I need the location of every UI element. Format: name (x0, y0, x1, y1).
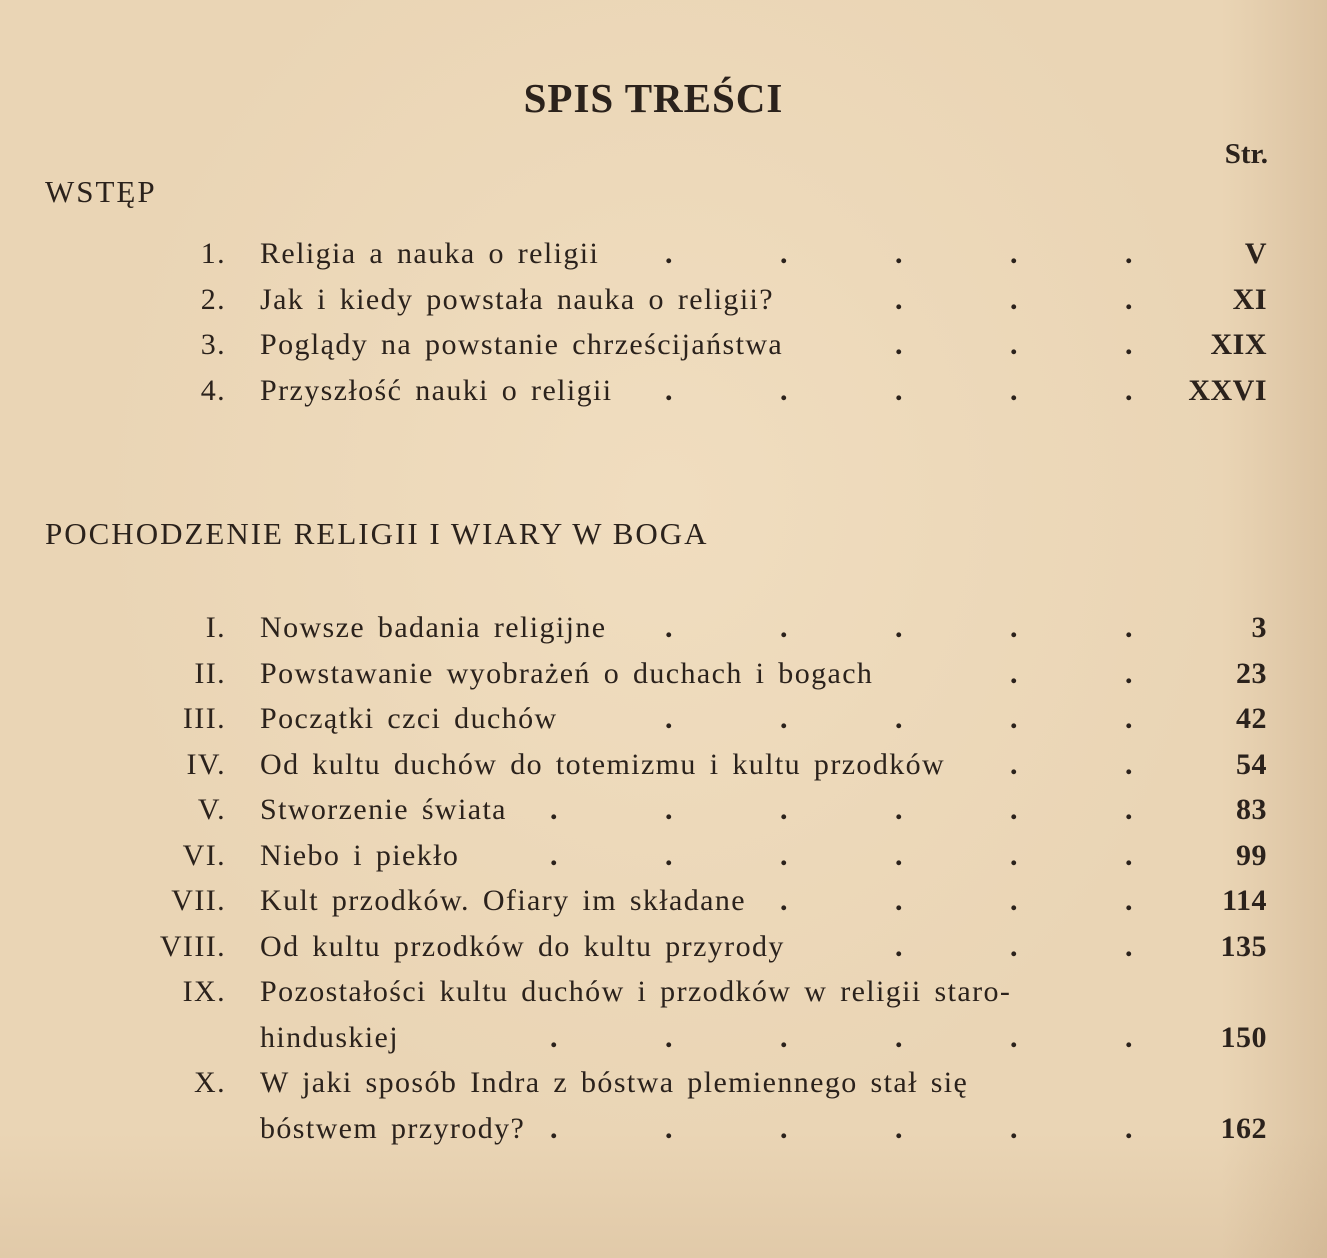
toc-entry-title: W jaki sposób Indra z bóstwa plemiennego stał się (260, 1066, 969, 1099)
toc-entry-page: 54 (1236, 747, 1267, 781)
toc-entry (0, 789, 1327, 835)
leader-dot: . (1125, 656, 1134, 690)
toc-entry-title: Przyszłość nauki o religii (260, 373, 613, 407)
leader-dot: . (1010, 328, 1019, 361)
leader-dot: . (1125, 373, 1134, 407)
toc-entry-page: V (1244, 237, 1267, 270)
toc-entry-line (0, 1108, 1327, 1154)
toc-entry-title: Stworzenie świata (260, 793, 507, 826)
toc-entry-number: 2. (200, 282, 226, 316)
toc-entry (0, 233, 1327, 279)
leader-dot: . (895, 702, 904, 735)
toc-entry-number: II. (194, 656, 226, 690)
toc-entry-page: 83 (1236, 793, 1267, 826)
dot-leader (0, 1021, 1327, 1059)
toc-entry-number: 1. (200, 237, 226, 270)
toc-entry-line (0, 698, 1327, 744)
leader-dot: . (665, 1020, 674, 1054)
toc-entry (0, 653, 1327, 699)
leader-dot: . (1010, 656, 1019, 690)
leader-dot: . (895, 1111, 904, 1145)
leader-dot: . (895, 793, 904, 826)
toc-entry-page: 162 (1220, 1111, 1267, 1145)
toc-entry-number: 4. (200, 373, 226, 407)
leader-dot: . (1010, 1020, 1019, 1054)
leader-dot: . (780, 373, 789, 407)
toc-entry-title: Poglądy na powstanie chrześcijaństwa (260, 328, 784, 361)
leader-dot: . (550, 1020, 559, 1054)
toc-entry-title: Kult przodków. Ofiary im składane (260, 884, 746, 917)
toc-entry-number: IV. (186, 747, 226, 781)
section-heading-pochodzenie: POCHODZENIE RELIGII I WIARY W BOGA (45, 516, 709, 551)
toc-entry (0, 926, 1327, 972)
leader-dot: . (780, 702, 789, 735)
leader-dot: . (1010, 702, 1019, 735)
leader-dot: . (665, 793, 674, 826)
leader-dot: . (780, 1111, 789, 1145)
dot-leader (0, 748, 1327, 786)
toc-entry (0, 971, 1327, 1062)
toc-entry-page: 3 (1251, 611, 1267, 644)
toc-entry-line (0, 607, 1327, 653)
toc-entry-number: I. (205, 611, 226, 644)
leader-dot: . (895, 328, 904, 361)
dot-leader (0, 237, 1327, 275)
toc-entry-line (0, 835, 1327, 881)
toc-entry-number: IX. (182, 975, 226, 1008)
leader-dot: . (895, 1020, 904, 1054)
toc-entry (0, 1062, 1327, 1153)
leader-dot: . (895, 884, 904, 917)
leader-dot: . (895, 373, 904, 407)
leader-dot: . (550, 838, 559, 872)
toc-entry-line (0, 971, 1327, 1017)
dot-leader (0, 793, 1327, 831)
leader-dot: . (1125, 328, 1134, 361)
toc-entry-line (0, 324, 1327, 370)
leader-dot: . (1010, 237, 1019, 270)
toc-entry-title: Początki czci duchów (260, 702, 558, 735)
toc-entry-title: Powstawanie wyobrażeń o duchach i bogach (260, 656, 874, 690)
toc-entry-title: hinduskiej (260, 1020, 399, 1054)
leader-dot: . (1010, 1111, 1019, 1145)
leader-dot: . (1010, 929, 1019, 963)
toc-entry-number: VII. (171, 884, 226, 917)
leader-dot: . (1125, 793, 1134, 826)
toc-entry-number: 3. (200, 328, 226, 361)
leader-dot: . (780, 611, 789, 644)
toc-entry-line (0, 233, 1327, 279)
toc-entry (0, 370, 1327, 416)
leader-dot: . (780, 793, 789, 826)
dot-leader (0, 374, 1327, 412)
toc-entry-number: VI. (182, 838, 226, 872)
leader-dot: . (1010, 838, 1019, 872)
leader-dot: . (1010, 884, 1019, 917)
toc-entry-line (0, 279, 1327, 325)
leader-dot: . (1125, 1020, 1134, 1054)
toc-entry (0, 698, 1327, 744)
toc-entry-title: Od kultu duchów do totemizmu i kultu przodków (260, 747, 946, 781)
leader-dot: . (895, 838, 904, 872)
leader-dot: . (665, 237, 674, 270)
toc-entry-line (0, 744, 1327, 790)
toc-entry-line (0, 789, 1327, 835)
toc-entry-page: XI (1232, 282, 1267, 316)
leader-dot: . (550, 793, 559, 826)
toc-entry-title: Jak i kiedy powstała nauka o religii? (260, 282, 775, 316)
leader-dot: . (1125, 1111, 1134, 1145)
leader-dot: . (665, 838, 674, 872)
toc-entry-title: Od kultu przodków do kultu przyrody (260, 929, 785, 963)
toc-entry-page: 99 (1236, 838, 1267, 872)
toc-entry (0, 880, 1327, 926)
dot-leader (0, 930, 1327, 968)
leader-dot: . (1125, 237, 1134, 270)
toc-entry-page: 135 (1220, 929, 1267, 963)
leader-dot: . (1125, 747, 1134, 781)
leader-dot: . (895, 237, 904, 270)
leader-dot: . (1010, 611, 1019, 644)
toc-entry-number: III. (182, 702, 226, 735)
dot-leader (0, 839, 1327, 877)
dot-leader (0, 328, 1327, 366)
toc-entry-page: 42 (1236, 702, 1267, 735)
toc-entry-line (0, 1017, 1327, 1063)
toc-entry-page: 150 (1220, 1020, 1267, 1054)
leader-dot: . (895, 611, 904, 644)
toc-entry-title: Niebo i piekło (260, 838, 460, 872)
leader-dot: . (665, 373, 674, 407)
toc-entry-page: XXVI (1188, 373, 1267, 407)
dot-leader (0, 702, 1327, 740)
toc-list-wstep (0, 233, 1327, 415)
leader-dot: . (780, 884, 789, 917)
dot-leader (0, 657, 1327, 695)
leader-dot: . (780, 838, 789, 872)
dot-leader (0, 611, 1327, 649)
leader-dot: . (780, 237, 789, 270)
leader-dot: . (550, 1111, 559, 1145)
leader-dot: . (1125, 838, 1134, 872)
leader-dot: . (1010, 282, 1019, 316)
toc-entry (0, 607, 1327, 653)
toc-entry-number: VIII. (159, 929, 226, 963)
leader-dot: . (1125, 702, 1134, 735)
toc-entry-line (0, 926, 1327, 972)
leader-dot: . (1010, 373, 1019, 407)
toc-entry-line (0, 653, 1327, 699)
page-title: SPIS TREŚCI (523, 75, 784, 121)
toc-entry-line (0, 370, 1327, 416)
dot-leader (0, 884, 1327, 922)
leader-dot: . (780, 1020, 789, 1054)
leader-dot: . (1125, 282, 1134, 316)
toc-entry-number: V. (197, 793, 226, 826)
leader-dot: . (665, 702, 674, 735)
leader-dot: . (1125, 929, 1134, 963)
toc-entry-page: 23 (1236, 656, 1267, 690)
toc-entry (0, 279, 1327, 325)
page-column-label: Str. (1224, 138, 1268, 170)
toc-entry-page: 114 (1222, 884, 1267, 917)
toc-entry (0, 835, 1327, 881)
toc-entry-title: Nowsze badania religijne (260, 611, 607, 644)
toc-entry-title: Religia a nauka o religii (260, 237, 600, 270)
toc-entry (0, 324, 1327, 370)
dot-leader (0, 283, 1327, 321)
leader-dot: . (665, 611, 674, 644)
toc-list-pochodzenie (0, 607, 1327, 1153)
toc-entry-title: bóstwem przyrody? (260, 1111, 526, 1145)
toc-entry-title: Pozostałości kultu duchów i przodków w religii staro- (260, 975, 1012, 1008)
leader-dot: . (665, 1111, 674, 1145)
leader-dot: . (895, 282, 904, 316)
toc-entry-number: X. (194, 1066, 226, 1099)
toc-entry-page: XIX (1210, 328, 1267, 361)
dot-leader (0, 1112, 1327, 1150)
leader-dot: . (1125, 611, 1134, 644)
leader-dot: . (1010, 747, 1019, 781)
toc-entry-line (0, 1062, 1327, 1108)
section-heading-wstep: WSTĘP (45, 174, 157, 209)
leader-dot: . (895, 929, 904, 963)
toc-entry (0, 744, 1327, 790)
leader-dot: . (1125, 884, 1134, 917)
leader-dot: . (1010, 793, 1019, 826)
toc-entry-line (0, 880, 1327, 926)
